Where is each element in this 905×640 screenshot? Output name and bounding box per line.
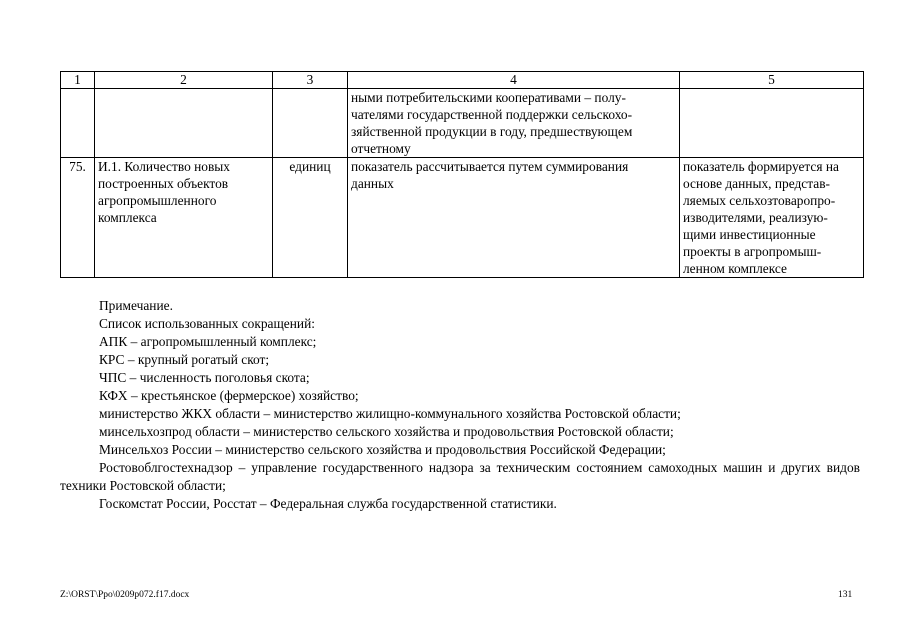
cell-line: показатель формируется на xyxy=(683,159,839,174)
column-header: 5 xyxy=(680,72,864,89)
cell-line: агропромышленного xyxy=(98,193,217,208)
cell-line: щими инвестиционные xyxy=(683,227,816,242)
calculation-method xyxy=(348,158,680,278)
unit-of-measure: единиц xyxy=(273,158,348,278)
note-line: минсельхозпрод области – министерство сельского хозяйства и продовольствия Ростовской области; xyxy=(99,424,674,439)
cell-line: зяйственной продукции в году, предшествующем xyxy=(351,124,633,139)
table-header-row xyxy=(61,72,864,89)
cell-line: ляемых сельхозтоваропро- xyxy=(683,193,836,208)
column-header: 1 xyxy=(61,72,95,89)
notes-section xyxy=(60,297,860,513)
cell-line: И.1. Количество новых xyxy=(98,159,230,174)
page-number: 131 xyxy=(838,590,853,600)
note-line: Список использованных сокращений: xyxy=(99,316,315,331)
note-line: КФХ – крестьянское (фермерское) хозяйство; xyxy=(99,388,359,403)
note-line: Минсельхоз России – министерство сельского хозяйства и продовольствия Российской Федерации; xyxy=(99,442,666,457)
table-row-continuation xyxy=(61,89,864,158)
indicator-name xyxy=(95,158,273,278)
table-cell xyxy=(61,89,95,158)
table-cell xyxy=(273,89,348,158)
cell-line: показатель рассчитывается путем суммирования xyxy=(351,159,629,174)
cell-line: построенных объектов xyxy=(98,176,229,191)
table-row-75 xyxy=(61,158,864,278)
footer-file-path: Z:\ORST\Ppo\0209p072.f17.docx xyxy=(60,590,190,600)
column-header: 4 xyxy=(348,72,680,89)
note-heading: Примечание. xyxy=(99,298,173,313)
column-header: 3 xyxy=(273,72,348,89)
cell-line: отчетному xyxy=(351,141,411,156)
cell-line: основе данных, представ- xyxy=(683,176,830,191)
note-line: АПК – агропромышленный комплекс; xyxy=(99,334,317,349)
column-header: 2 xyxy=(95,72,273,89)
note-line: Госкомстат России, Росстат – Федеральная служба государственной статистики. xyxy=(99,496,557,511)
table-cell xyxy=(680,89,864,158)
note-line: КРС – крупный рогатый скот; xyxy=(99,352,270,367)
cell-line: проекты в агропромыш- xyxy=(683,244,822,259)
cell-line: ленном комплексе xyxy=(683,261,787,276)
cell-line: ными потребительскими кооперативами – полу- xyxy=(351,90,626,105)
note-line: Ростовоблгостехнадзор – управление государственного надзора за техническим состоянием самоходных машин и других видов техники Ростовской области; xyxy=(60,460,860,493)
table-cell-description xyxy=(348,89,680,158)
cell-line: изводителями, реализую- xyxy=(683,210,828,225)
indicators-table xyxy=(60,71,864,278)
data-source xyxy=(680,158,864,278)
note-line: министерство ЖКХ области – министерство жилищно-коммунального хозяйства Ростовской области; xyxy=(99,406,681,421)
row-number: 75. xyxy=(61,158,95,278)
cell-line: данных xyxy=(351,176,394,191)
cell-line: чателями государственной поддержки сельскохо- xyxy=(351,107,633,122)
cell-line: комплекса xyxy=(98,210,157,225)
table-cell xyxy=(95,89,273,158)
note-line: ЧПС – численность поголовья скота; xyxy=(99,370,310,385)
